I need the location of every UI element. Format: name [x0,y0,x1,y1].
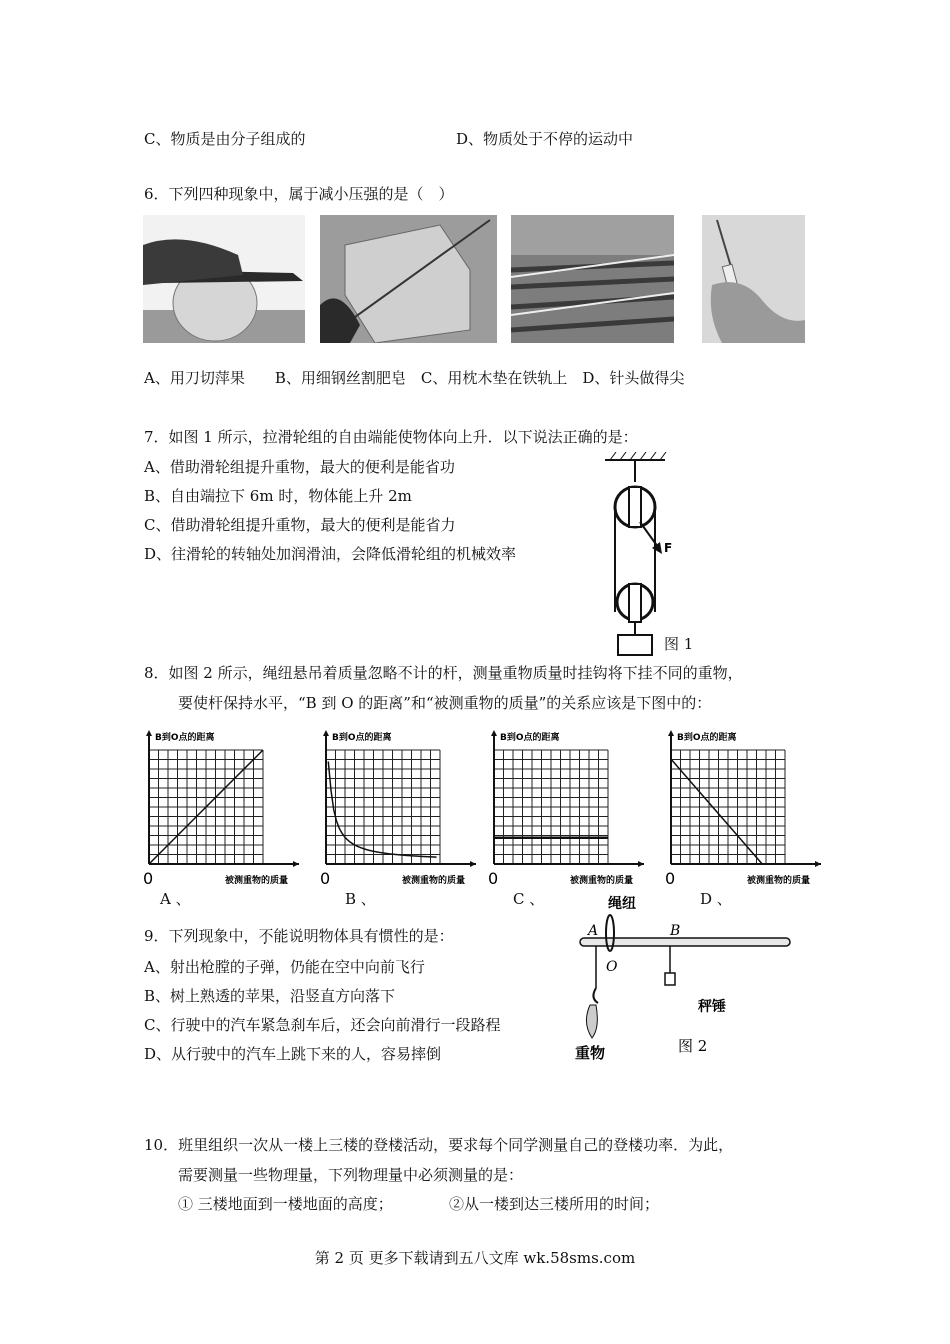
data-line [671,759,762,864]
steelyard-figure [570,893,810,1065]
y-axis-label: B到O点的距离 [155,733,215,743]
chart-a-label: A 、 [160,890,191,908]
graph-d [665,728,825,886]
q9-option-c: C、行驶中的汽车紧急刹车后，还会向前滑行一段路程 [144,1016,501,1034]
q9-option-b: B、树上熟透的苹果，沿竖直方向落下 [144,987,396,1005]
knife-apple-photo [143,215,305,343]
wire-soap-photo [320,215,497,343]
force-label: F [664,541,673,555]
point-o-label: O [606,959,618,975]
chart-d-label: D 、 [700,890,732,908]
origin-label: 0 [488,869,499,886]
chart-c-label: C 、 [513,890,545,908]
q7-option-c: C、借助滑轮组提升重物，最大的便利是能省力 [144,516,456,534]
figure-2-label: 图 2 [678,1037,708,1055]
figure-1-label: 图 1 [664,635,694,653]
point-b-label: B [670,923,681,939]
x-axis-arrow [470,861,476,867]
graph-c [488,728,648,886]
y-axis-arrow [491,730,497,736]
x-axis-label: 被测重物的质量 [747,876,811,886]
q8-line1: 8．如图 2 所示，绳纽悬吊着质量忽略不计的杆，测量重物质量时挂钩将下挂不同的重物， [144,664,743,682]
syringe-needle-photo [702,215,805,343]
graph-b [320,728,480,886]
x-axis-label: 被测重物的质量 [225,876,289,886]
q9-option-d: D、从行驶中的汽车上跳下来的人，容易摔倒 [144,1045,442,1063]
q5-option-d: D、物质处于不停的运动中 [456,130,634,148]
x-axis-label: 被测重物的质量 [402,876,466,886]
q6-stem: 6．下列四种现象中，属于减小压强的是（ ） [144,185,454,203]
rope-label: 绳纽 [608,896,636,912]
point-a-label: A [588,923,599,939]
origin-label: 0 [143,869,154,886]
y-axis-arrow [668,730,674,736]
q10-line2: 需要测量一些物理量，下列物理量中必须测量的是： [178,1166,524,1184]
q10-line1: 10．班里组织一次从一楼上三楼的登楼活动，要求每个同学测量自己的登楼功率．为此， [144,1136,734,1154]
x-axis-arrow [815,861,821,867]
y-axis-arrow [146,730,152,736]
y-axis-label: B到O点的距离 [500,733,560,743]
q10-item2: ②从一楼到达三楼所用的时间； [449,1195,660,1213]
q7-option-a: A、借助滑轮组提升重物，最大的便利是能省功 [144,458,455,476]
origin-label: 0 [320,869,331,886]
q5-option-c: C、物质是由分子组成的 [144,130,306,148]
y-axis-arrow [323,730,329,736]
railway-sleepers-photo [511,215,674,343]
weight-label: 重物 [575,1044,606,1062]
x-axis-arrow [638,861,644,867]
x-axis-arrow [293,861,299,867]
graph-a [143,728,303,886]
origin-label: 0 [665,869,676,886]
page-footer: 第 2 页 更多下载请到五八文库 wk.58sms.com [314,1249,636,1267]
q7-stem: 7．如图 1 所示，拉滑轮组的自由端能使物体向上升．以下说法正确的是： [144,428,638,446]
q7-option-d: D、往滑轮的转轴处加润滑油，会降低滑轮组的机械效率 [144,545,517,563]
y-axis-label: B到O点的距离 [332,733,392,743]
q8-line2: 要使杆保持水平，“B 到 O 的距离”和“被测重物的质量”的关系应该是下图中的： [178,694,712,712]
y-axis-label: B到O点的距离 [677,733,737,743]
q6-options: A、用刀切萍果 B、用细钢丝割肥皂 C、用枕木垫在铁轨上 D、针头做得尖 [144,369,685,387]
q9-stem: 9．下列现象中，不能说明物体具有惯性的是： [144,927,454,945]
q7-option-b: B、自由端拉下 6m 时，物体能上升 2m [144,487,412,505]
q9-option-a: A、射出枪膛的子弹，仍能在空中向前飞行 [144,958,425,976]
x-axis-label: 被测重物的质量 [570,876,634,886]
pulley-system-figure [600,452,710,662]
counterweight-label: 秤锤 [698,999,726,1015]
q9-emphasis: 不能 [258,927,289,945]
chart-b-label: B 、 [345,890,376,908]
q10-item1: ① 三楼地面到一楼地面的高度； [178,1195,393,1213]
